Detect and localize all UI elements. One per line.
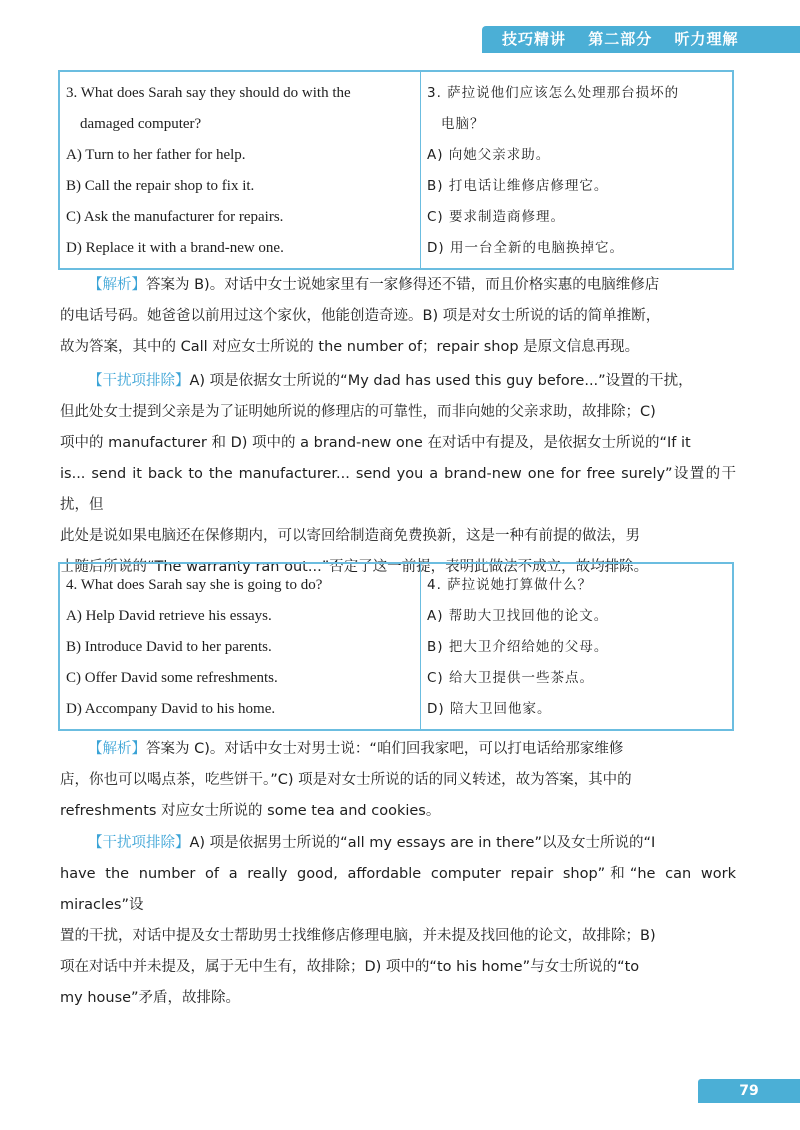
distractor-tag: 【干扰项排除】	[88, 835, 190, 851]
analysis-4	[60, 734, 736, 827]
analysis-tag: 【解析】	[88, 277, 146, 293]
header-section-label: 第二部分	[588, 30, 653, 48]
distractor-4-line2: have the number of a really good, affordable computer repair shop”和“he can work miracles”设	[60, 866, 736, 913]
question-4-table	[58, 562, 734, 731]
header-topic-label: 听力理解	[674, 30, 739, 48]
distractor-3-line5: 此处是说如果电脑还在保修期内，可以寄回给制造商免费换新，这是一种有前提的做法，男	[60, 528, 640, 544]
analysis-3-line2: 的电话号码。她爸爸以前用过这个家伙，他能创造奇迹。B) 项是对女士所说的话的简单推断，	[60, 308, 661, 324]
q3-en-question-line1: 3. What does Sarah say they should do with the	[66, 85, 351, 101]
distractor-3-line6: 士随后所说的“The warranty ran out...”否定了这一前提，表明此做法不成立，故均排除。	[60, 559, 649, 575]
q4-zh-question: 4. 萨拉说她打算做什么？	[427, 577, 593, 593]
analysis-3-line3: 故为答案，其中的 Call 对应女士所说的 the number of；repair shop 是原文信息再现。	[60, 339, 640, 355]
distractor-3-line1: A) 项是依据女士所说的“My dad has used this guy before...”设置的干扰，	[189, 373, 693, 389]
q3-en-option-d: D) Replace it with a brand-new one.	[66, 240, 284, 256]
q4-en-option-b: B) Introduce David to her parents.	[66, 639, 272, 655]
q3-zh-question-line2: 电脑？	[441, 116, 485, 132]
q4-en-option-d: D) Accompany David to his home.	[66, 701, 276, 717]
q3-zh-question-line1: 3. 萨拉说他们应该怎么处理那台损坏的	[427, 85, 680, 101]
q3-zh-option-c: C) 要求制造商修理。	[427, 209, 565, 225]
q3-zh-option-d: D) 用一台全新的电脑换掉它。	[427, 240, 624, 256]
page-number: 79	[698, 1079, 800, 1103]
distractor-3-line2: 但此处女士提到父亲是为了证明她所说的修理店的可靠性，而非向她的父亲求助，故排除；C)	[60, 404, 656, 420]
distractor-4-line3: 置的干扰，对话中提及女士帮助男士找维修店修理电脑，并未提及找回他的论文，故排除；B)	[60, 928, 656, 944]
q4-zh-option-a: A) 帮助大卫找回他的论文。	[427, 608, 609, 624]
q4-en-option-a: A) Help David retrieve his essays.	[66, 608, 272, 624]
q3-en-option-c: C) Ask the manufacturer for repairs.	[66, 209, 284, 225]
analysis-3-line1: 答案为 B)。对话中女士说她家里有一家修得还不错，而且价格实惠的电脑维修店	[146, 277, 660, 293]
analysis-4-line2: 店，你也可以喝点茶，吃些饼干。”C) 项是对女士所说的话的同义转述，故为答案，其中的	[60, 772, 632, 788]
analysis-tag: 【解析】	[88, 741, 146, 757]
q4-zh-option-b: B) 把大卫介绍给她的父母。	[427, 639, 609, 655]
analysis-4-line3: refreshments 对应女士所说的 some tea and cookies。	[60, 803, 441, 819]
q3-zh-option-a: A) 向她父亲求助。	[427, 147, 551, 163]
section-header	[482, 26, 800, 53]
q4-en-question: 4. What does Sarah say she is going to do?	[66, 577, 323, 593]
distractor-4-line4: 项在对话中并未提及，属于无中生有，故排除；D) 项中的“to his home”与女士所说的“to	[60, 959, 640, 975]
distractor-3	[60, 366, 736, 583]
header-part-label: 技巧精讲	[502, 30, 567, 48]
distractor-4-line1: A) 项是依据男士所说的“all my essays are in there”以及女士所说的“I	[189, 835, 656, 851]
distractor-tag: 【干扰项排除】	[88, 373, 190, 389]
q4-zh-option-c: C) 给大卫提供一些茶点。	[427, 670, 594, 686]
q4-en-option-c: C) Offer David some refreshments.	[66, 670, 278, 686]
distractor-4-line5: my house”矛盾，故排除。	[60, 990, 241, 1006]
distractor-3-line3: 项中的 manufacturer 和 D) 项中的 a brand-new one 在对话中有提及，是依据女士所说的“If it	[60, 435, 691, 451]
question-3-table	[58, 70, 734, 270]
question-3-chinese	[421, 71, 734, 269]
question-4-chinese	[421, 563, 734, 730]
distractor-4	[60, 828, 736, 1014]
q3-en-option-a: A) Turn to her father for help.	[66, 147, 246, 163]
q3-en-option-b: B) Call the repair shop to fix it.	[66, 178, 255, 194]
distractor-3-line4: is... send it back to the manufacturer... send you a brand-new one for free surely”设置的干扰，但	[60, 466, 736, 513]
q3-en-question-line2: damaged computer?	[80, 116, 202, 132]
analysis-4-line1: 答案为 C)。对话中女士对男士说：“咱们回我家吧，可以打电话给那家维修	[146, 741, 624, 757]
q4-zh-option-d: D) 陪大卫回他家。	[427, 701, 552, 717]
question-3-english	[59, 71, 421, 269]
q3-zh-option-b: B) 打电话让维修店修理它。	[427, 178, 609, 194]
analysis-3	[60, 270, 736, 363]
question-4-english	[59, 563, 421, 730]
